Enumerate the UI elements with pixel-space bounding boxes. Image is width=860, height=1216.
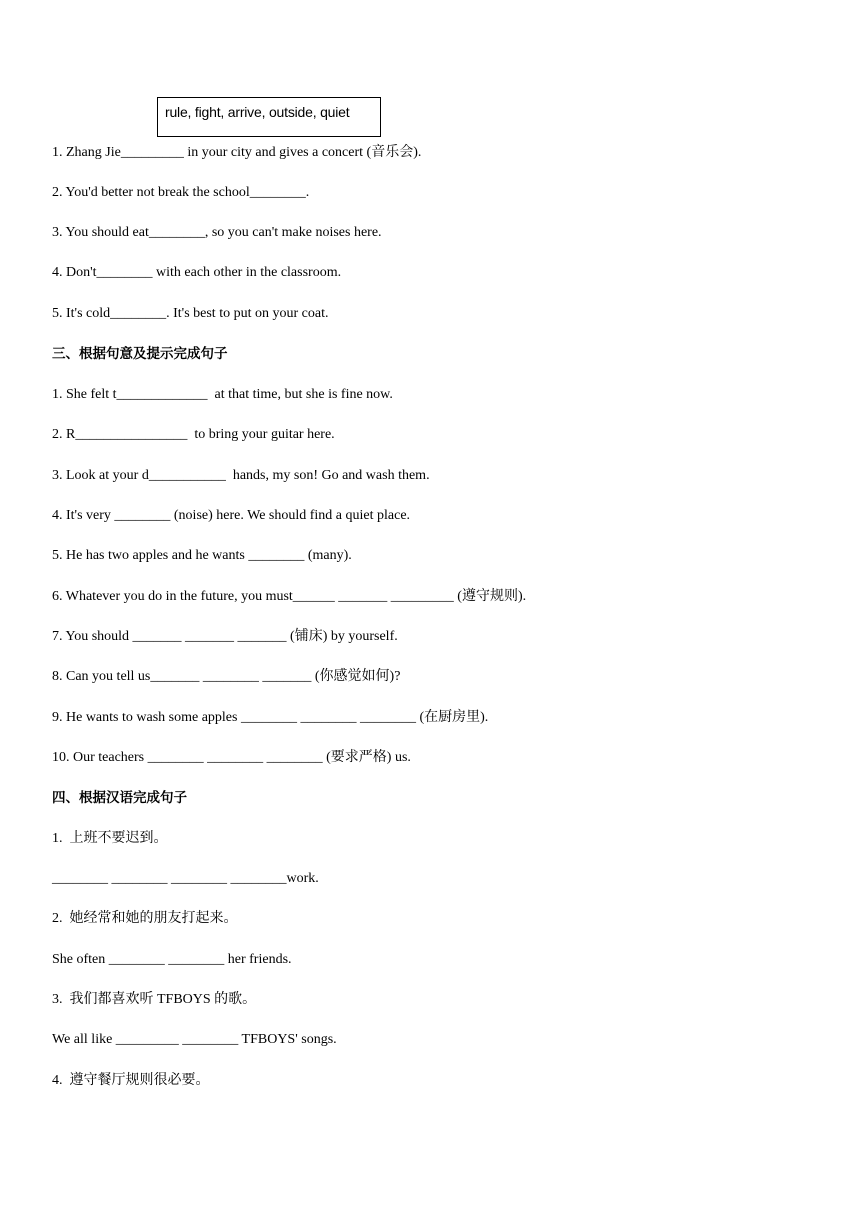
word-bank-box	[157, 97, 381, 137]
exercise-line: 2. R________________ to bring your guitar here.	[52, 427, 335, 442]
exercise-line: 3. You should eat________, so you can't make noises here.	[52, 225, 382, 240]
exercise-line: 3. 我们都喜欢听 TFBOYS 的歌。	[52, 992, 257, 1007]
exercise-line: 5. It's cold________. It's best to put on your coat.	[52, 306, 329, 321]
exercise-line: 10. Our teachers ________ ________ ________ (要求严格) us.	[52, 750, 411, 765]
exercise-line: 5. He has two apples and he wants ________ (many).	[52, 548, 352, 563]
exercise-line: 1. She felt t_____________ at that time, but she is fine now.	[52, 387, 393, 402]
exercise-line: 4. Don't________ with each other in the classroom.	[52, 265, 342, 280]
section-title: 四、根据汉语完成句子	[52, 790, 187, 806]
exercise-line: She often ________ ________ her friends.	[52, 952, 292, 967]
exercise-line: 1. 上班不要迟到。	[52, 831, 168, 846]
exercise-line: 8. Can you tell us_______ ________ _______ (你感觉如何)?	[52, 669, 401, 684]
exercise-line: We all like _________ ________ TFBOYS' songs.	[52, 1032, 337, 1047]
exercise-line: 9. He wants to wash some apples ________ ________ ________ (在厨房里).	[52, 710, 489, 725]
exercise-line: 2. 她经常和她的朋友打起来。	[52, 911, 238, 926]
word-bank-text: rule, fight, arrive, outside, quiet	[165, 104, 350, 120]
exercise-line: 7. You should _______ _______ _______ (铺床) by yourself.	[52, 629, 398, 644]
exercise-line: 3. Look at your d___________ hands, my son! Go and wash them.	[52, 468, 430, 483]
section-title: 三、根据句意及提示完成句子	[52, 346, 228, 362]
exercise-line: 6. Whatever you do in the future, you must______ _______ _________ (遵守规则).	[52, 589, 527, 604]
exercise-line: 4. 遵守餐厅规则很必要。	[52, 1073, 210, 1088]
exercise-line: ________ ________ ________ ________work.	[52, 871, 319, 886]
exercise-line: 2. You'd better not break the school________.	[52, 185, 310, 200]
exercise-line: 1. Zhang Jie_________ in your city and gives a concert (音乐会).	[52, 145, 422, 160]
exercise-line: 4. It's very ________ (noise) here. We should find a quiet place.	[52, 508, 411, 523]
